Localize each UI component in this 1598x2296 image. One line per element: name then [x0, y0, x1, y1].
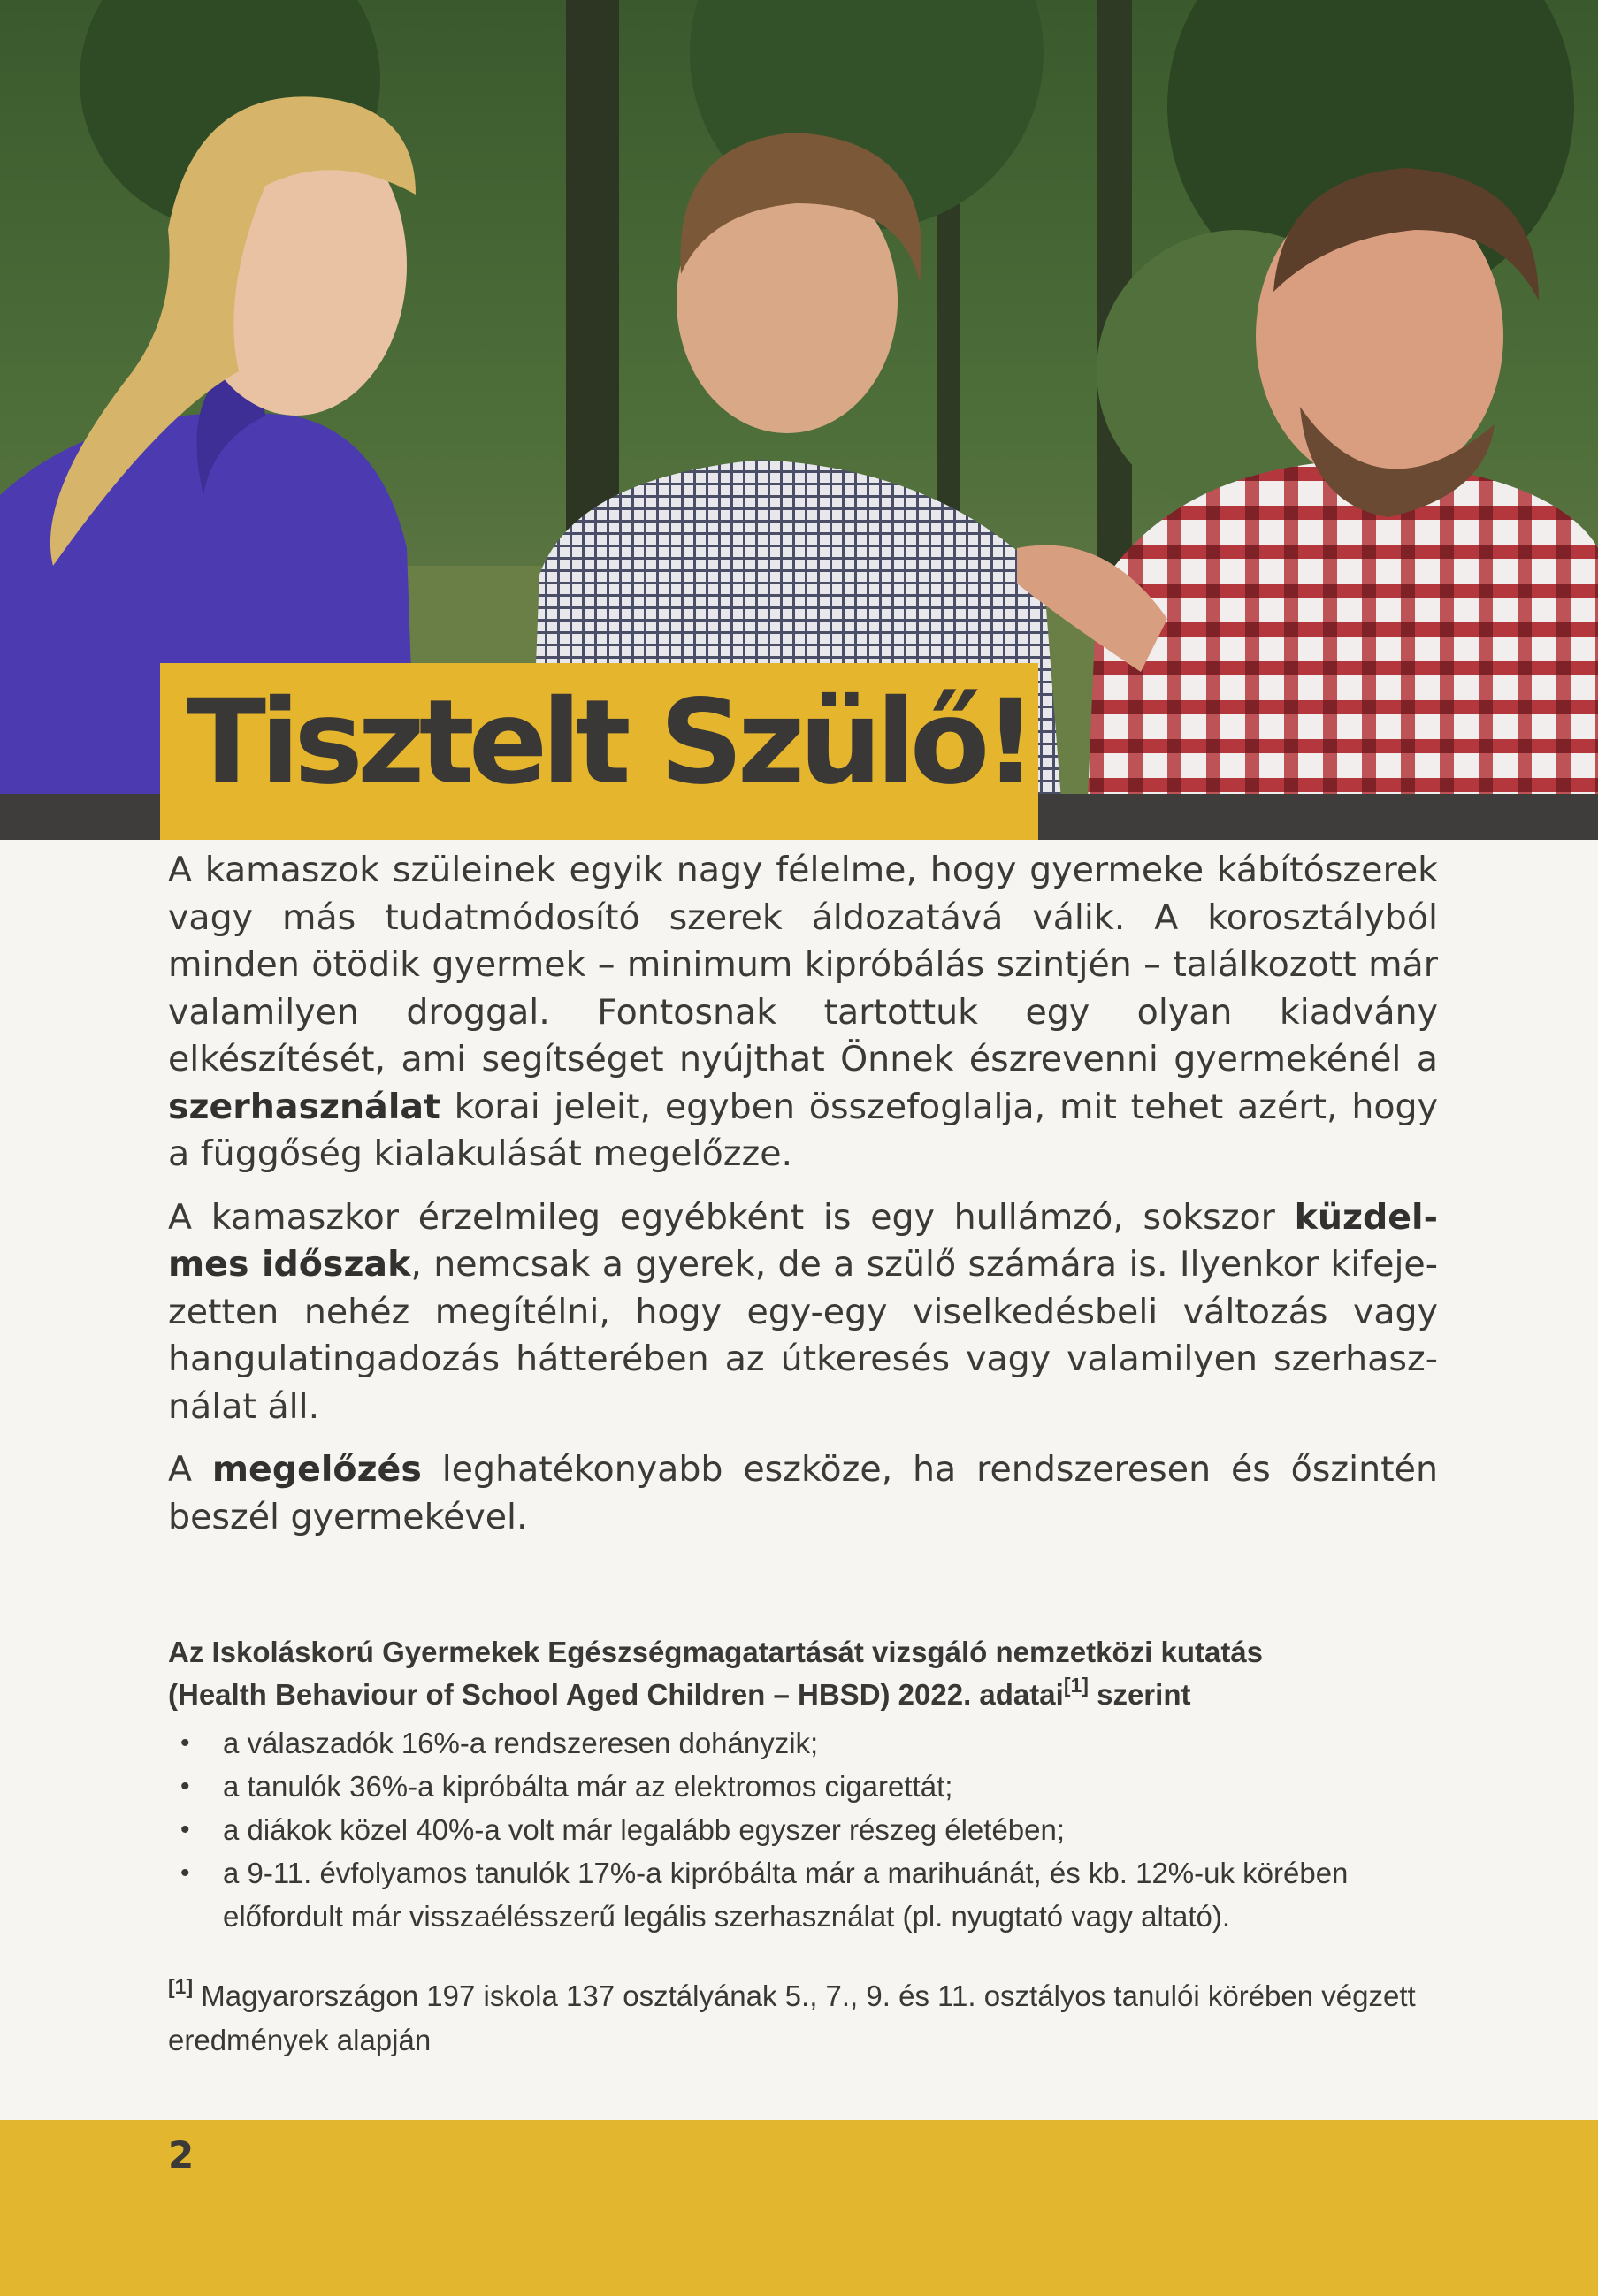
hbsc-stats-section	[168, 1631, 1450, 1938]
hero-section	[0, 0, 1598, 840]
list-item: • a 9-11. évfolyamos tanulók 17%-a kipróbálta már a marihuánát, és kb. 12%-uk körében előfordult már visszaélésszerű legális szerhasználat (pl. nyugtató vagy altató).	[168, 1851, 1450, 1938]
list-item: • a tanulók 36%-a kipróbálta már az elektromos cigarettát;	[168, 1765, 1450, 1808]
intro-paragraph-3: A megelőzés leghatékonyabb eszköze, ha rendszeresen és őszintén beszél gyermekével.	[168, 1449, 1438, 1537]
stats-list	[168, 1721, 1450, 1938]
page-title: Tisztelt Szülő!	[187, 675, 1031, 811]
bullet-icon: •	[180, 1815, 190, 1844]
page-footer	[0, 2120, 1598, 2296]
list-item: • a válaszadók 16%-a rendszeresen dohányzik;	[168, 1721, 1450, 1765]
intro-paragraph-1: A kamaszok szüleinek egyik nagy félelme, hogy gyermeke kábítószerek vagy más tudatmódosító szerek áldozatává válik. A korosztályból minden ötödik gyermek – minimum kipróbálás szintjén – találkozott már valamilyen droggal. Fontosnak tartottuk egy olyan kiadvány elkészítését, ami segítséget nyújthat Önnek észrevenni gyermekénél a szerhasználat korai jeleit, egyben összefoglalja, mit tehet azért, hogy a függőség kialakulását megelőzze.	[168, 850, 1438, 1174]
page-number: 2	[168, 2133, 195, 2177]
bullet-icon: •	[180, 1858, 190, 1888]
emphasis-difficult-period: küzdelmes időszak	[168, 1196, 1438, 1285]
footnote-marker: [1]	[168, 1975, 194, 1998]
intro-text	[168, 847, 1438, 1557]
list-item: • a diákok közel 40%-a volt már legalább egyszer részeg életében;	[168, 1808, 1450, 1851]
intro-paragraph-2: A kamaszkor érzelmileg egyébként is egy hullámzó, sokszor küzdelmes időszak, nemcsak a gyerek, de a szülő számára is. Ilyenkor kifejezetten nehéz megítélni, hogy egy-egy viselkedésbeli változás vagy hangulatingadozás hátterében az útkeresés vagy valamilyen szerhasználat áll.	[168, 1196, 1439, 1427]
footnote-reference: [1]	[1063, 1674, 1089, 1697]
stats-heading: Az Iskoláskorú Gyermekek Egészségmagatartását vizsgáló nemzetközi kutatás (Health Behaviour of School Aged Children – HBSD) 2022. adatai[1] szerint	[168, 1636, 1264, 1711]
emphasis-prevention: megelőzés	[211, 1449, 422, 1490]
title-banner	[160, 663, 1038, 840]
bullet-icon: •	[180, 1728, 190, 1758]
bullet-icon: •	[180, 1772, 190, 1801]
footnote: [1] Magyarországon 197 iskola 137 osztályának 5., 7., 9. és 11. osztályos tanulói körében végzett eredmények alapján	[168, 1975, 1416, 2056]
emphasis-substance-use: szerhasználat	[168, 1086, 440, 1127]
